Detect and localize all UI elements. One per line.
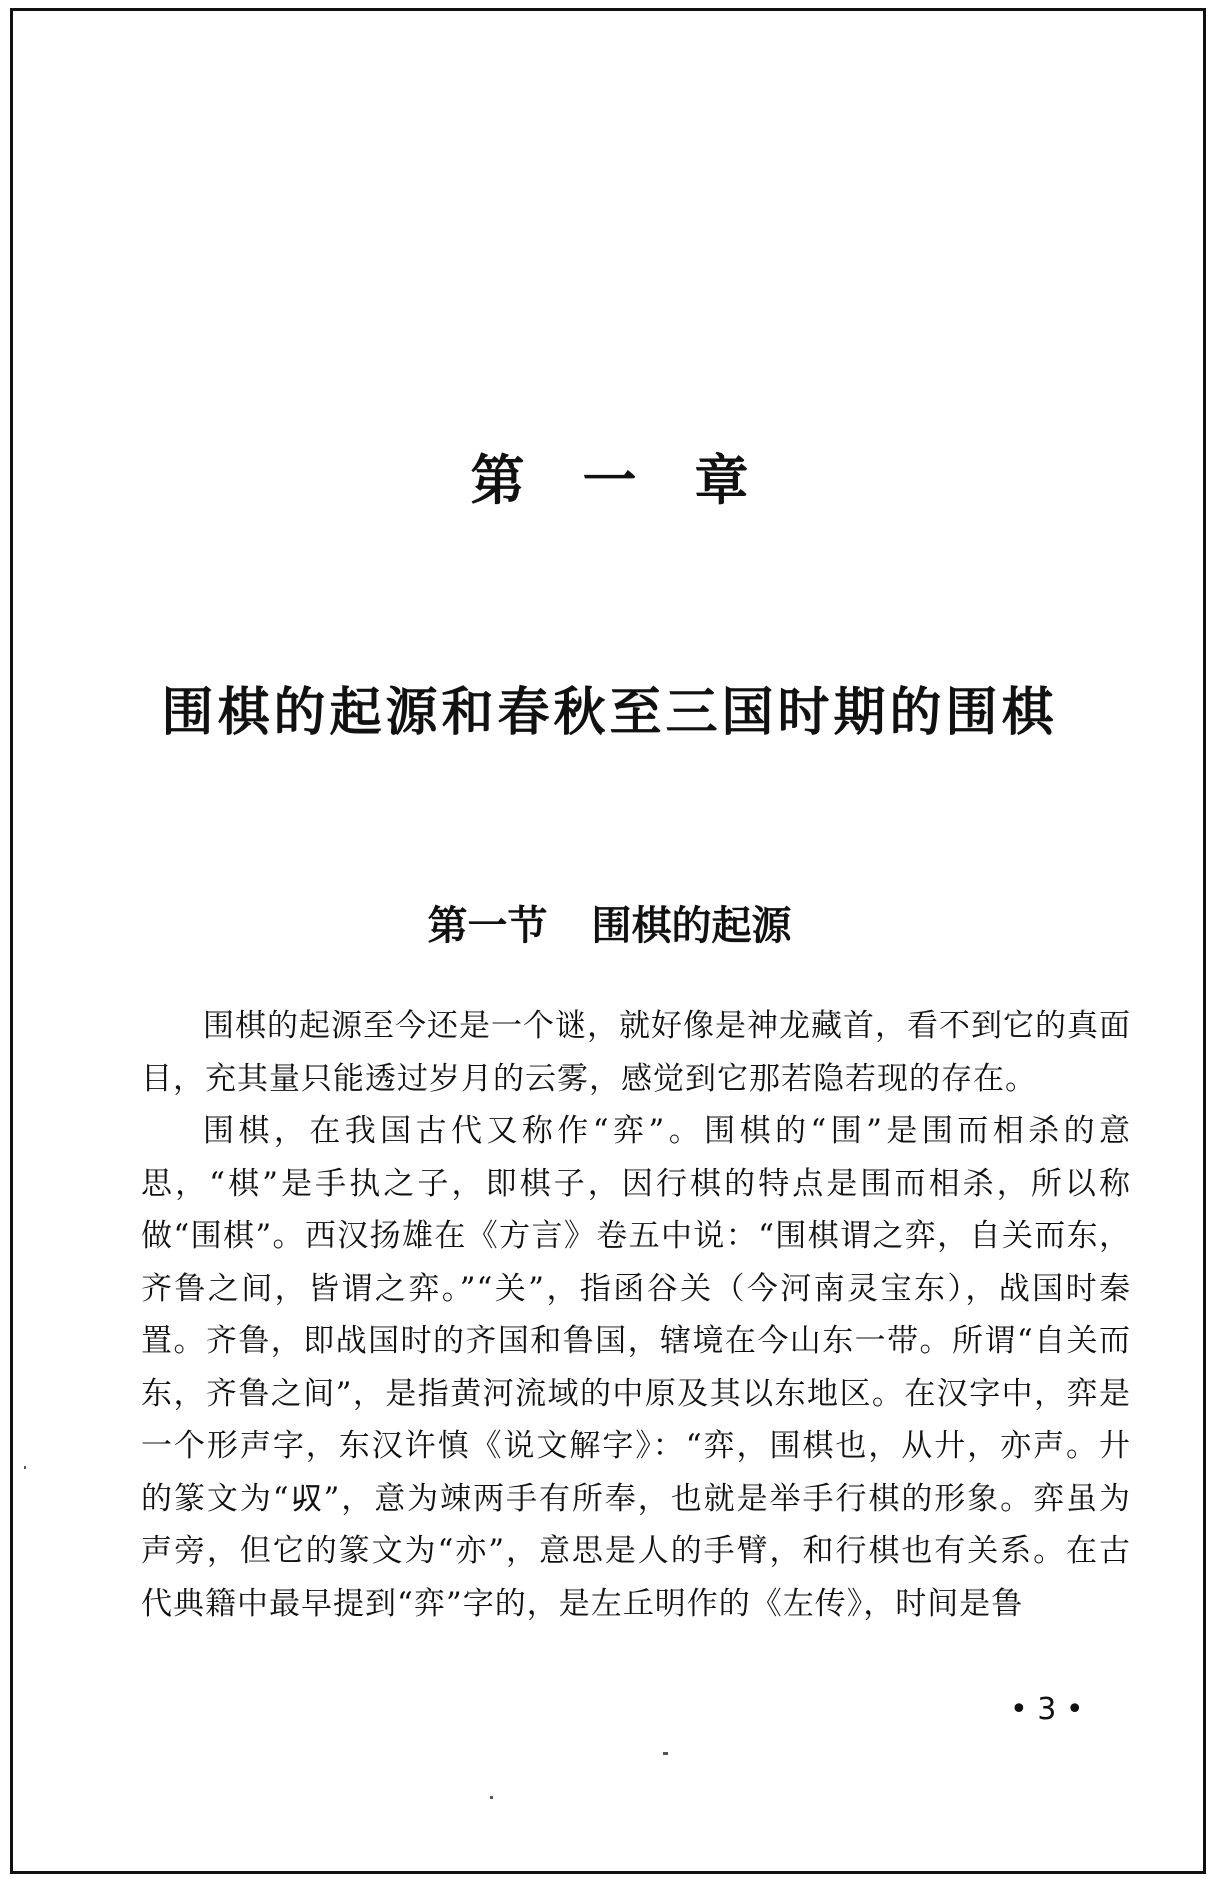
- scan-speck: [24, 1466, 26, 1469]
- section-title: 围棋的起源: [591, 902, 792, 949]
- page-number: • 3 •: [1010, 1692, 1084, 1727]
- section-heading: [0, 894, 1219, 951]
- paragraph-2: 围棋，在我国古代又称作“弈”。围棋的“围”是围而相杀的意思，“棋”是手执之子，即棋子，因行棋的特点是围而相杀，所以称做“围棋”。西汉扬雄在《方言》卷五中说：“围棋谓之弈，自关而东，齐鲁之间，皆谓之弈。”“关”，指函谷关（今河南灵宝东），战国时秦置。齐鲁，即战国时的齐国和鲁国，辖境在今山东一带。所谓“自关而东，齐鲁之间”，是指黄河流域的中原及其以东地区。在汉字中，弈是一个形声字，东汉许慎《说文解字》：“弈，围棋也，从廾，亦声。廾的篆文为“𠬞”，意为竦两手有所奉，也就是举手行棋的形象。弈虽为声旁，但它的篆文为“亦”，意思是人的手臂，和行棋也有关系。在古代典籍中最早提到“弈”字的，是左丘明作的《左传》，时间是鲁: [141, 1113, 1131, 1622]
- section-number: 第一节: [427, 902, 548, 949]
- chapter-title: 围棋的起源和春秋至三国时期的围棋: [161, 683, 1058, 743]
- scan-speck: [490, 1796, 493, 1799]
- scan-speck: [663, 1752, 668, 1755]
- chapter-number: 第一章: [470, 449, 807, 512]
- paragraph-1: 围棋的起源至今还是一个谜，就好像是神龙藏首，看不到它的真面目，充其量只能透过岁月的云雾，感觉到它那若隐若现的存在。: [141, 1008, 1131, 1097]
- body-text: [141, 1000, 1131, 1630]
